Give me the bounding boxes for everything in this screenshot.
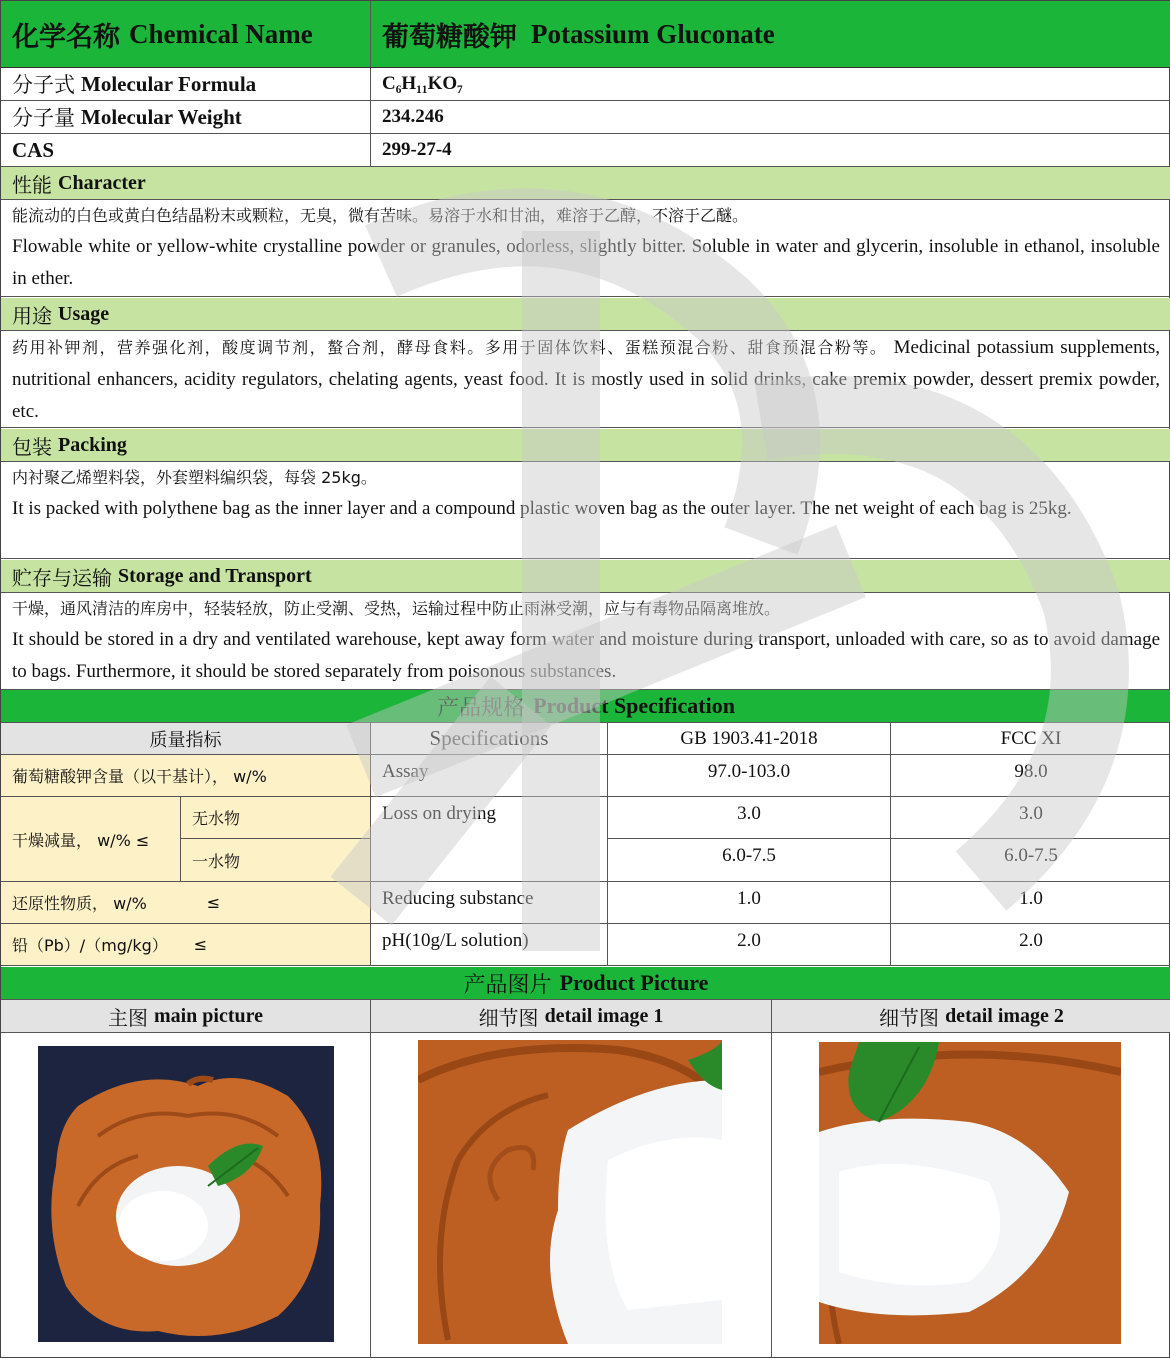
- packing-text-zh: 内衬聚乙烯塑料袋，外套塑料编织袋，每袋 25kg。: [12, 468, 377, 487]
- lod-label: 干燥减量， w/% ≤: [1, 797, 181, 882]
- pic-header-main-zh: 主图: [107, 1005, 148, 1030]
- usage-title-en: Usage: [58, 302, 110, 325]
- character-title-en: Character: [58, 171, 146, 194]
- pic-header-detail1: [371, 1000, 772, 1032]
- weight-label-en: Molecular Weight: [81, 104, 242, 129]
- header-value-en: Potassium Gluconate: [531, 18, 775, 49]
- lead-gb: 2.0: [608, 924, 891, 966]
- main-picture-image: [38, 1046, 334, 1342]
- divider: [771, 1033, 772, 1358]
- spec-table: [1, 723, 1170, 966]
- usage-text: [1, 332, 1170, 428]
- col-gb: GB 1903.41-2018: [608, 723, 891, 755]
- packing-text-en: It is packed with polythene bag as the inner layer and a compound plastic woven bag as the outer layer. The net weight of each bag is 25kg.: [12, 498, 1072, 519]
- header-row: [1, 1, 1170, 68]
- pic-header-detail1-zh: 细节图: [478, 1005, 539, 1030]
- character-title-zh: 性能: [12, 172, 52, 197]
- detail-image-2: [819, 1042, 1121, 1344]
- spec-title-zh: 产品规格: [437, 695, 526, 721]
- col-specifications: Specifications: [371, 723, 608, 755]
- lead-fcc: 2.0: [891, 924, 1170, 966]
- lead-le: ≤: [193, 935, 208, 954]
- reducing-gb: 1.0: [608, 882, 891, 924]
- spec-title-en: Product Specification: [533, 693, 735, 718]
- header-value-zh: 葡萄糖酸钾: [382, 21, 517, 53]
- lod-fcc-2: 6.0-7.5: [891, 839, 1170, 882]
- main-picture: [38, 1046, 334, 1342]
- pic-header-main: [1, 1000, 371, 1032]
- divider: [370, 1033, 371, 1358]
- pic-header-detail2: [772, 1000, 1170, 1032]
- spec-title-row: [1, 690, 1170, 723]
- packing-title-zh: 包装: [12, 434, 52, 459]
- lod-sub-monohydrate: 一水物: [181, 839, 371, 882]
- picture-title-en: Product Picture: [559, 970, 709, 995]
- character-title-row: [1, 167, 1170, 200]
- assay-spec: Assay: [371, 755, 608, 797]
- pic-header-main-en: main picture: [153, 1004, 264, 1027]
- weight-label-cell: [1, 101, 371, 133]
- storage-text-en: It should be stored in a dry and ventilated warehouse, kept away form water and moisture during transport, unloaded with care, so as to avoid damage to bags. Furthermore, it should be stored separately from poisonous substances.: [12, 629, 1160, 682]
- storage-title-zh: 贮存与运输: [12, 565, 112, 590]
- usage-text-en: Medicinal potassium supplements, nutritional enhancers, acidity regulators, chelating agents, yeast food. It is mostly used in solid drinks, cake premix powder, dessert premix powder, etc.: [12, 337, 1160, 422]
- col-fcc: FCC XI: [891, 723, 1170, 755]
- character-text-zh: 能流动的白色或黄白色结晶粉末或颗粒，无臭，微有苦味。易溶于水和甘油，难溶于乙醇，不溶于乙醚。: [12, 206, 749, 225]
- packing-text: [1, 463, 1170, 559]
- detail-image-1: [418, 1040, 722, 1344]
- packing-title-en: Packing: [58, 433, 127, 456]
- col-quality: 质量指标: [1, 723, 371, 755]
- character-text: [1, 201, 1170, 297]
- picture-cells: [1, 1033, 1170, 1358]
- reducing-label: [1, 882, 371, 924]
- formula-label-en: Molecular Formula: [81, 71, 257, 96]
- character-title: [1, 167, 1170, 199]
- lod-gb-2: 6.0-7.5: [608, 839, 891, 882]
- assay-label: 葡萄糖酸钾含量（以干基计）， w/%: [1, 755, 371, 797]
- picture-header-row: [1, 1000, 1170, 1033]
- header-label-cell: [1, 1, 371, 67]
- weight-row: [1, 101, 1170, 134]
- cas-row: [1, 134, 1170, 167]
- header-label-zh: 化学名称: [12, 21, 120, 53]
- lead-label-text: 铅（Pb）/（mg/kg）: [12, 936, 168, 955]
- formula-label-zh: 分子式: [12, 73, 75, 97]
- weight-label-zh: 分子量: [12, 106, 75, 130]
- lod-spec: Loss on drying: [371, 797, 608, 882]
- reducing-label-text: 还原性物质， w/%: [12, 894, 147, 913]
- storage-text: [1, 594, 1170, 690]
- cas-label: CAS: [1, 134, 371, 166]
- picture-title-zh: 产品图片: [463, 972, 552, 998]
- assay-gb: 97.0-103.0: [608, 755, 891, 797]
- formula-row: [1, 68, 1170, 101]
- formula-label-cell: [1, 68, 371, 100]
- usage-title-zh: 用途: [12, 303, 52, 328]
- usage-text-zh: 药用补钾剂，营养强化剂，酸度调节剂，螯合剂，酵母食料。多用于固体饮料、蛋糕预混合粉、甜食预混合粉等。: [12, 338, 888, 357]
- detail-image-2-image: [819, 1042, 1121, 1344]
- assay-fcc: 98.0: [891, 755, 1170, 797]
- storage-text-zh: 干燥，通风清洁的库房中，轻装轻放，防止受潮、受热，运输过程中防止雨淋受潮，应与有毒物品隔离堆放。: [12, 599, 781, 618]
- header-value-cell: [371, 1, 1170, 67]
- detail-image-1-image: [418, 1040, 722, 1344]
- lead-label: [1, 924, 371, 966]
- weight-value: 234.246: [382, 106, 444, 127]
- pic-header-detail1-en: detail image 1: [544, 1004, 664, 1027]
- pic-header-detail2-zh: 细节图: [879, 1005, 940, 1030]
- reducing-fcc: 1.0: [891, 882, 1170, 924]
- formula-value: C₆H₁₁KO₇: [382, 73, 463, 94]
- packing-title: [1, 429, 1170, 461]
- packing-title-row: [1, 429, 1170, 462]
- storage-title-row: [1, 560, 1170, 593]
- picture-title-row: [1, 967, 1170, 1000]
- cas-value: 299-27-4: [382, 139, 452, 160]
- character-text-en: Flowable white or yellow-white crystalline powder or granules, odorless, slightly bitter. Soluble in water and glycerin, insoluble in ethanol, insoluble in ether.: [12, 236, 1160, 289]
- pic-header-detail2-en: detail image 2: [945, 1004, 1064, 1027]
- lod-fcc-1: 3.0: [891, 797, 1170, 839]
- lod-sub-anhydrous: 无水物: [181, 797, 371, 839]
- ph-spec: pH(10g/L solution): [371, 924, 608, 966]
- usage-title: [1, 298, 1170, 330]
- storage-title: [1, 560, 1170, 592]
- header-label-en: Chemical Name: [129, 18, 313, 49]
- usage-title-row: [1, 298, 1170, 331]
- reducing-le: ≤: [206, 893, 221, 912]
- storage-title-en: Storage and Transport: [118, 564, 312, 587]
- lod-gb-1: 3.0: [608, 797, 891, 839]
- reducing-spec: Reducing substance: [371, 882, 608, 924]
